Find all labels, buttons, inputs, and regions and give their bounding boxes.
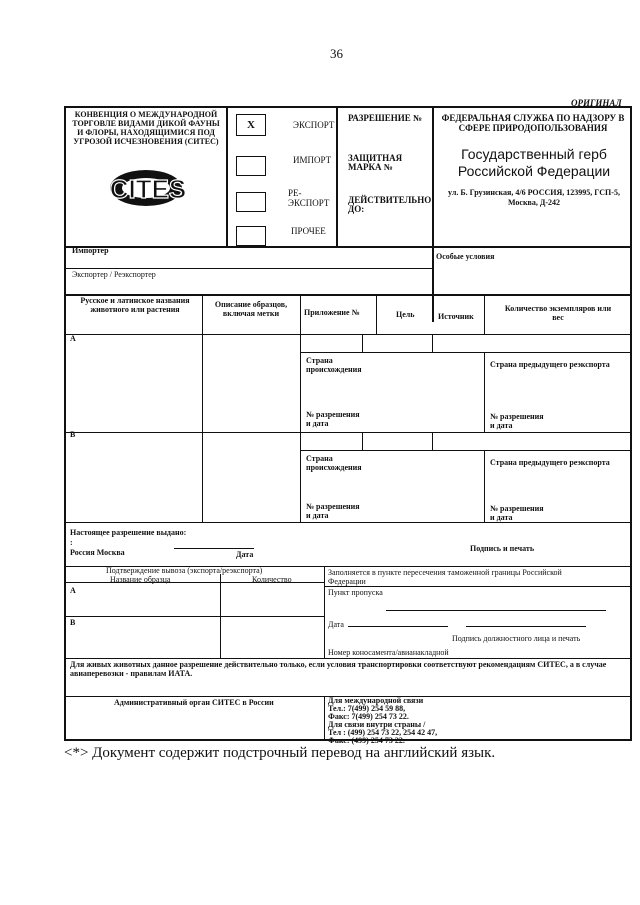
col-appendix: Приложение № bbox=[304, 308, 360, 317]
contact-tel2: Тел : (499) 254 73 22, 254 42 47, bbox=[328, 728, 438, 737]
col-description: Описание образцов, включая метки bbox=[214, 300, 288, 318]
other-label: ПРОЧЕЕ bbox=[291, 226, 326, 236]
security-stamp-label: ЗАЩИТНАЯ МАРКА № bbox=[348, 153, 403, 172]
date-label: Дата bbox=[328, 620, 344, 629]
divider bbox=[324, 566, 325, 658]
col-quantity: Количество экземпляров или вес bbox=[504, 304, 612, 322]
import-label: ИМПОРТ bbox=[293, 155, 332, 165]
bill-no-label: Номер коносамента/авианакладной bbox=[328, 648, 449, 657]
divider bbox=[386, 610, 606, 611]
official-signature-label: Подпись должностного лица и печать bbox=[452, 634, 581, 643]
divider bbox=[362, 432, 363, 450]
coat-of-arms-text: Государственный герб Российской Федерации bbox=[457, 146, 611, 179]
divider bbox=[432, 334, 433, 352]
row-b-label: B bbox=[70, 430, 76, 439]
confirm-row-b: B bbox=[70, 618, 76, 627]
cites-permit-form bbox=[64, 98, 632, 745]
reexport-label: РЕ-ЭКСПОРТ bbox=[288, 188, 330, 208]
special-conditions-label: Особые условия bbox=[436, 252, 495, 261]
divider bbox=[336, 108, 338, 246]
divider bbox=[484, 294, 485, 334]
divider bbox=[66, 432, 630, 433]
divider bbox=[484, 450, 485, 522]
divider bbox=[66, 658, 630, 659]
divider bbox=[432, 432, 433, 450]
issued-colon: : bbox=[70, 538, 73, 547]
row-a-origin: Страна происхождения bbox=[306, 356, 362, 374]
row-b-origin: Страна происхождения bbox=[306, 454, 362, 472]
divider bbox=[202, 294, 203, 522]
confirm-row-a: A bbox=[70, 586, 76, 595]
divider bbox=[324, 696, 325, 739]
contact-fax: Факс: 7(499) 254 73 22. bbox=[328, 712, 409, 721]
page-number: 36 bbox=[330, 46, 343, 61]
col-names: Русское и латинское названия животного или растения bbox=[80, 296, 190, 314]
import-checkbox[interactable] bbox=[236, 156, 266, 176]
divider bbox=[174, 548, 254, 549]
border-fill-label: Заполняется в пункте пересечения таможенной границы Российской Федерации bbox=[328, 568, 562, 586]
divider bbox=[348, 626, 448, 627]
divider bbox=[66, 246, 630, 248]
export-label: ЭКСПОРТ bbox=[293, 120, 335, 130]
live-animals-note: Для живых животных данное разрешение действительно только, если условия транспортировки соответствуют рекомендациям СИТЕС, а в случае авиаперевозки - правилам ИАТА. bbox=[70, 660, 607, 678]
divider bbox=[300, 352, 630, 353]
permit-no-label: РАЗРЕШЕНИЕ № bbox=[348, 113, 423, 123]
original-mark: ОРИГИНАЛ bbox=[571, 98, 622, 108]
quantity-label: Количество bbox=[252, 575, 292, 584]
divider bbox=[66, 522, 630, 523]
logo-text: CITES bbox=[109, 174, 187, 204]
divider bbox=[66, 616, 324, 617]
divider bbox=[226, 108, 228, 246]
divider bbox=[376, 294, 377, 334]
divider bbox=[324, 586, 630, 587]
signature-seal-label: Подпись и печать bbox=[470, 544, 535, 553]
row-b-prev-permit: № разрешения и дата bbox=[490, 504, 544, 522]
divider bbox=[432, 108, 434, 322]
contact-intl: Для международной связи bbox=[328, 696, 424, 705]
export-checkbox[interactable]: X bbox=[236, 114, 266, 136]
reexport-checkbox[interactable] bbox=[236, 192, 266, 212]
row-b-prev-reexport: Страна предыдущего реэкспорта bbox=[490, 458, 610, 467]
cites-logo bbox=[106, 156, 191, 221]
sample-name-label: Название образца bbox=[110, 575, 171, 584]
issued-date: Дата bbox=[236, 550, 254, 559]
divider bbox=[300, 450, 630, 451]
exporter-label: Экспортер / Реэкспортер bbox=[72, 270, 156, 279]
col-source: Источник bbox=[438, 312, 474, 321]
issued-label: Настоящее разрешение выдано: bbox=[70, 528, 187, 537]
row-a-label: A bbox=[70, 334, 76, 343]
row-a-prev-reexport: Страна предыдущего реэкспорта bbox=[490, 360, 610, 369]
convention-title: КОНВЕНЦИЯ О МЕЖДУНАРОДНОЙ ТОРГОВЛЕ ВИДАМИ ДИКОЙ ФАУНЫ И ФЛОРЫ, НАХОДЯЩИМИСЯ ПОД УГРОЗОЙ ИСЧЕЗНОВЕНИЯ (СИТЕС) bbox=[72, 110, 220, 146]
issued-place: Россия Москва bbox=[70, 548, 125, 557]
footnote: <*> Документ содержит подстрочный перевод на английский язык. bbox=[64, 745, 496, 761]
admin-body-label: Административный орган СИТЕС в России bbox=[114, 698, 274, 707]
divider bbox=[362, 334, 363, 352]
agency-name: ФЕДЕРАЛЬНАЯ СЛУЖБА ПО НАДЗОРУ В СФЕРЕ ПРИРОДОПОЛЬЗОВАНИЯ bbox=[441, 113, 625, 133]
contact-domestic: Для связи внутри страны / bbox=[328, 720, 426, 729]
valid-until-label: ДЕЙСТВИТЕЛЬНО ДО: bbox=[348, 195, 432, 214]
agency-address: ул. Б. Грузинская, 4/6 РОССИЯ, 123995, ГСП-5, Москва, Д-242 bbox=[448, 188, 620, 207]
row-b-permit: № разрешения и дата bbox=[306, 502, 360, 520]
checkpoint-label: Пункт пропуска bbox=[328, 588, 383, 597]
divider bbox=[66, 334, 630, 335]
divider bbox=[484, 352, 485, 432]
importer-label: Импортер bbox=[72, 246, 109, 255]
export-confirm-label: Подтверждение вывоза (экспорта/реэкспорта) bbox=[106, 566, 263, 575]
col-purpose: Цель bbox=[396, 310, 415, 319]
contact-tel: Тел.: 7(499) 254 59 88, bbox=[328, 704, 406, 713]
divider bbox=[66, 268, 432, 269]
row-a-permit: № разрешения и дата bbox=[306, 410, 360, 428]
contacts-block bbox=[328, 697, 437, 745]
row-a-prev-permit: № разрешения и дата bbox=[490, 412, 544, 430]
other-checkbox[interactable] bbox=[236, 226, 266, 246]
divider bbox=[300, 294, 301, 522]
divider bbox=[466, 626, 586, 627]
contact-fax2: Факс: (499) 254 73 22. bbox=[328, 736, 405, 745]
